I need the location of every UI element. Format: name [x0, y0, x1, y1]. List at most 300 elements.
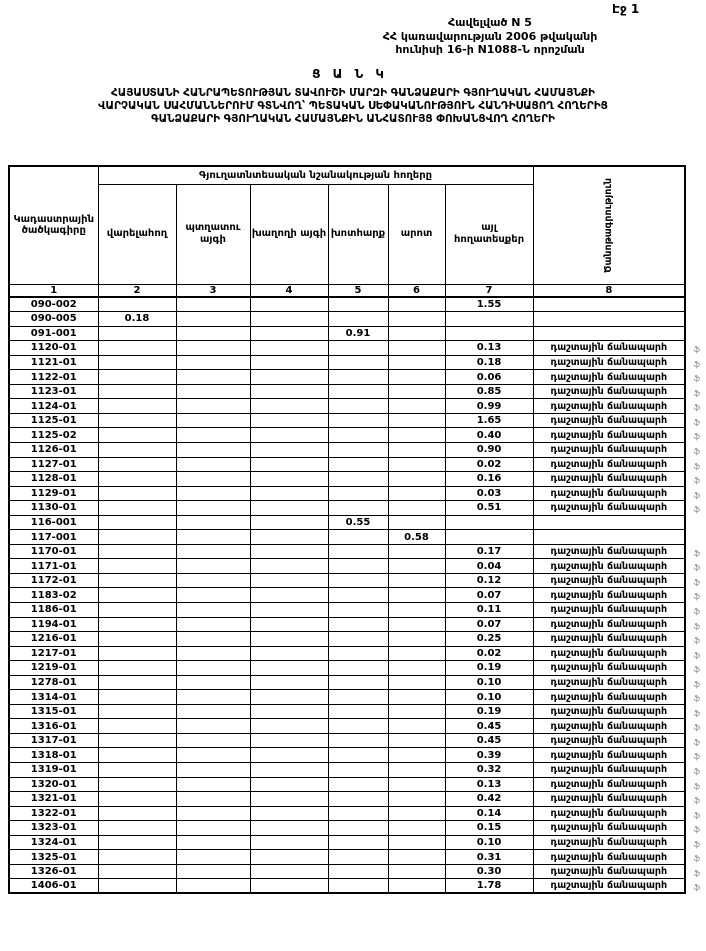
cell-pasture	[388, 763, 445, 778]
cell-orchard	[176, 690, 250, 705]
note-text: դաշտային ճանապարհ	[550, 473, 668, 485]
note-text: դաշտային ճանապարհ	[550, 749, 668, 761]
note-text: դաշտային ճանապարհ	[550, 735, 668, 747]
column-number: 3	[176, 284, 250, 297]
cell-note	[533, 879, 701, 894]
cell-note	[533, 573, 701, 588]
document-title: Ց Ա Ն Կ	[312, 67, 388, 81]
table-row	[9, 850, 685, 865]
cell-orchard	[176, 733, 250, 748]
cell-cadastral-code: 1325-01	[9, 850, 98, 865]
cell-pasture	[388, 733, 445, 748]
scan-edge-artifact: ֆ	[693, 854, 701, 864]
cell-hayfield	[328, 806, 388, 821]
scan-edge-artifact: ֆ	[693, 548, 701, 558]
table-row	[9, 617, 685, 632]
cell-hayfield	[328, 835, 388, 850]
cell-hayfield	[328, 428, 388, 443]
cell-hayfield	[328, 544, 388, 559]
cell-note	[533, 632, 701, 647]
cell-note	[533, 341, 701, 356]
cell-note	[533, 777, 701, 792]
header-orchard: պտղատու այգի	[176, 184, 250, 284]
cell-hayfield	[328, 602, 388, 617]
table-row	[9, 442, 685, 457]
cell-cadastral-code: 1319-01	[9, 763, 98, 778]
cell-orchard	[176, 821, 250, 836]
cell-other-lands: 0.40	[445, 428, 533, 443]
cell-note	[533, 384, 701, 399]
cell-note	[533, 472, 701, 487]
note-text: դաշտային ճանապարհ	[550, 400, 668, 412]
page-number-label: Էջ 1	[612, 2, 640, 16]
cell-vineyard	[250, 792, 328, 807]
cell-other-lands: 0.30	[445, 864, 533, 879]
cell-pasture	[388, 879, 445, 894]
header-arable: վարելահող	[98, 184, 176, 284]
table-body	[9, 297, 701, 893]
cell-orchard	[176, 617, 250, 632]
cell-vineyard	[250, 501, 328, 516]
cell-arable	[98, 806, 176, 821]
table-row	[9, 384, 685, 399]
cell-pasture	[388, 413, 445, 428]
cell-pasture	[388, 646, 445, 661]
cell-hayfield	[328, 588, 388, 603]
cell-other-lands: 0.45	[445, 719, 533, 734]
cell-vineyard	[250, 632, 328, 647]
cell-note	[533, 486, 701, 501]
scan-edge-artifact: ֆ	[693, 839, 701, 849]
cell-orchard	[176, 646, 250, 661]
cell-other-lands: 0.13	[445, 777, 533, 792]
scan-edge-artifact: ֆ	[693, 679, 701, 689]
cell-orchard	[176, 326, 250, 341]
subtitle-line: ՎԱՐՉԱԿԱՆ ՍԱՀՄԱՆՆԵՐՈՒՄ ԳՏՆՎՈՂ՝ ՊԵՏԱԿԱՆ ՍԵՓԱԿԱՆՈՒԹՅՈՒՆ ՀԱՆԴԻՍԱՑՈՂ ՀՈՂԵՐԻՑ	[98, 100, 608, 112]
cell-hayfield	[328, 719, 388, 734]
cell-hayfield	[328, 457, 388, 472]
cell-arable	[98, 792, 176, 807]
cell-cadastral-code: 1125-02	[9, 428, 98, 443]
cell-orchard	[176, 632, 250, 647]
cell-note	[533, 602, 701, 617]
cell-orchard	[176, 530, 250, 545]
cell-note	[533, 792, 701, 807]
cell-vineyard	[250, 559, 328, 574]
cell-other-lands: 0.10	[445, 835, 533, 850]
cell-cadastral-code: 1170-01	[9, 544, 98, 559]
table-row	[9, 457, 685, 472]
cell-cadastral-code: 1127-01	[9, 457, 98, 472]
cell-hayfield	[328, 413, 388, 428]
cell-pasture	[388, 341, 445, 356]
note-text: դաշտային ճանապարհ	[550, 575, 668, 587]
cell-arable	[98, 428, 176, 443]
cell-vineyard	[250, 326, 328, 341]
note-text: դաշտային ճանապարհ	[550, 793, 668, 805]
cell-hayfield	[328, 501, 388, 516]
cell-arable	[98, 719, 176, 734]
cell-hayfield	[328, 675, 388, 690]
cell-vineyard	[250, 690, 328, 705]
table-row	[9, 821, 685, 836]
cell-orchard	[176, 850, 250, 865]
document-subtitle	[0, 87, 706, 126]
cell-vineyard	[250, 661, 328, 676]
scan-edge-artifact: ֆ	[693, 723, 701, 733]
cell-orchard	[176, 835, 250, 850]
cell-vineyard	[250, 733, 328, 748]
note-text: դաշտային ճանապարհ	[550, 429, 668, 441]
cell-vineyard	[250, 312, 328, 327]
cell-other-lands: 0.19	[445, 661, 533, 676]
cell-cadastral-code: 1122-01	[9, 370, 98, 385]
scan-edge-artifact: ֆ	[693, 796, 701, 806]
note-text: դաշտային ճանապարհ	[550, 706, 668, 718]
cell-other-lands: 0.39	[445, 748, 533, 763]
cell-hayfield	[328, 312, 388, 327]
column-number: 4	[250, 284, 328, 297]
cell-hayfield	[328, 530, 388, 545]
scan-edge-artifact: ֆ	[693, 374, 701, 384]
cell-hayfield	[328, 792, 388, 807]
cell-note	[533, 355, 701, 370]
cell-pasture	[388, 704, 445, 719]
cell-other-lands: 0.03	[445, 486, 533, 501]
cell-orchard	[176, 806, 250, 821]
cell-cadastral-code: 1316-01	[9, 719, 98, 734]
cell-cadastral-code: 1315-01	[9, 704, 98, 719]
cell-other-lands	[445, 312, 533, 327]
cell-hayfield	[328, 472, 388, 487]
cell-pasture	[388, 472, 445, 487]
cell-arable	[98, 573, 176, 588]
cell-cadastral-code: 1406-01	[9, 879, 98, 894]
cell-note	[533, 690, 701, 705]
table-row	[9, 501, 685, 516]
scan-edge-artifact: ֆ	[693, 752, 701, 762]
scan-edge-artifact: ֆ	[693, 810, 701, 820]
cell-cadastral-code: 1324-01	[9, 835, 98, 850]
cell-hayfield	[328, 573, 388, 588]
note-text: դաշտային ճանապարհ	[550, 837, 668, 848]
cell-arable	[98, 384, 176, 399]
cell-pasture	[388, 690, 445, 705]
cell-arable	[98, 777, 176, 792]
table-row	[9, 733, 685, 748]
cell-cadastral-code: 1125-01	[9, 413, 98, 428]
cell-arable	[98, 588, 176, 603]
column-number: 5	[328, 284, 388, 297]
cell-orchard	[176, 384, 250, 399]
cell-hayfield	[328, 384, 388, 399]
column-number: 2	[98, 284, 176, 297]
cell-cadastral-code: 1321-01	[9, 792, 98, 807]
cell-cadastral-code: 117-001	[9, 530, 98, 545]
cell-arable	[98, 864, 176, 879]
scan-edge-artifact: ֆ	[693, 650, 701, 660]
cell-orchard	[176, 312, 250, 327]
note-text: դաշտային ճանապարհ	[550, 676, 668, 688]
cell-cadastral-code: 1317-01	[9, 733, 98, 748]
cell-orchard	[176, 486, 250, 501]
cell-pasture	[388, 661, 445, 676]
table-row	[9, 312, 685, 327]
table-row	[9, 777, 685, 792]
cell-hayfield	[328, 690, 388, 705]
note-text: դաշտային ճանապարհ	[550, 851, 668, 863]
cell-orchard	[176, 297, 250, 312]
cell-vineyard	[250, 384, 328, 399]
cell-pasture	[388, 501, 445, 516]
cell-vineyard	[250, 530, 328, 545]
note-text: դաշտային ճանապարհ	[550, 662, 668, 674]
cell-hayfield	[328, 850, 388, 865]
cell-arable	[98, 835, 176, 850]
header-hayfield: խոտհարք	[328, 184, 388, 284]
cell-cadastral-code: 1326-01	[9, 864, 98, 879]
cell-hayfield: 0.91	[328, 326, 388, 341]
table-row	[9, 763, 685, 778]
note-text: դաշտային ճանապարհ	[550, 487, 668, 499]
scan-edge-artifact: ֆ	[693, 417, 701, 427]
scan-edge-artifact: ֆ	[693, 665, 701, 675]
cell-pasture: 0.58	[388, 530, 445, 545]
cell-cadastral-code: 1186-01	[9, 602, 98, 617]
cell-vineyard	[250, 719, 328, 734]
cell-vineyard	[250, 763, 328, 778]
cell-cadastral-code: 1130-01	[9, 501, 98, 516]
scan-edge-artifact: ֆ	[693, 767, 701, 776]
table-row	[9, 602, 685, 617]
cell-vineyard	[250, 850, 328, 865]
table-row	[9, 399, 685, 414]
cell-orchard	[176, 399, 250, 414]
cell-arable	[98, 632, 176, 647]
table-row	[9, 646, 685, 661]
cell-arable	[98, 661, 176, 676]
scan-edge-artifact: ֆ	[693, 694, 701, 704]
note-text: դաշտային ճանապարհ	[550, 720, 668, 732]
cell-note	[533, 370, 701, 385]
cell-orchard	[176, 370, 250, 385]
cell-vineyard	[250, 457, 328, 472]
cell-hayfield	[328, 559, 388, 574]
cell-cadastral-code: 1124-01	[9, 399, 98, 414]
cell-arable	[98, 530, 176, 545]
column-number: 1	[9, 284, 98, 297]
cell-other-lands: 0.10	[445, 675, 533, 690]
note-text: դաշտային ճանապարհ	[550, 880, 668, 892]
cell-arable	[98, 879, 176, 894]
cell-orchard	[176, 763, 250, 778]
cell-pasture	[388, 442, 445, 457]
cell-note	[533, 515, 685, 530]
cell-pasture	[388, 457, 445, 472]
cell-pasture	[388, 486, 445, 501]
table-row	[9, 588, 685, 603]
cell-arable	[98, 515, 176, 530]
cell-orchard	[176, 675, 250, 690]
cell-other-lands: 0.04	[445, 559, 533, 574]
cell-orchard	[176, 413, 250, 428]
cell-other-lands: 0.02	[445, 457, 533, 472]
cell-vineyard	[250, 573, 328, 588]
note-text: դաշտային ճանապարհ	[550, 822, 668, 834]
cell-pasture	[388, 370, 445, 385]
scan-edge-artifact: ֆ	[693, 490, 701, 500]
cell-other-lands: 0.07	[445, 588, 533, 603]
cell-orchard	[176, 355, 250, 370]
cell-other-lands	[445, 326, 533, 341]
cell-cadastral-code: 1278-01	[9, 675, 98, 690]
cell-arable	[98, 341, 176, 356]
cell-note	[533, 661, 701, 676]
cell-hayfield	[328, 617, 388, 632]
cell-vineyard	[250, 704, 328, 719]
cell-note	[533, 763, 701, 778]
cell-pasture	[388, 428, 445, 443]
cell-cadastral-code: 1126-01	[9, 442, 98, 457]
cell-note	[533, 559, 701, 574]
cell-arable	[98, 501, 176, 516]
header-note	[533, 166, 685, 284]
cell-hayfield	[328, 486, 388, 501]
cell-note	[533, 588, 701, 603]
cell-cadastral-code: 1314-01	[9, 690, 98, 705]
cell-other-lands: 0.17	[445, 544, 533, 559]
cell-arable	[98, 690, 176, 705]
cell-pasture	[388, 515, 445, 530]
land-parcel-table	[8, 165, 701, 894]
header-vineyard: խաղողի այգի	[250, 184, 328, 284]
cell-note	[533, 326, 685, 341]
cell-other-lands: 1.78	[445, 879, 533, 894]
cell-vineyard	[250, 646, 328, 661]
cell-vineyard	[250, 821, 328, 836]
cell-vineyard	[250, 602, 328, 617]
cell-other-lands: 1.65	[445, 413, 533, 428]
cell-cadastral-code: 1129-01	[9, 486, 98, 501]
cell-pasture	[388, 719, 445, 734]
cell-hayfield	[328, 777, 388, 792]
cell-orchard	[176, 588, 250, 603]
cell-note	[533, 719, 701, 734]
cell-hayfield	[328, 646, 388, 661]
cell-other-lands: 0.07	[445, 617, 533, 632]
cell-cadastral-code: 1219-01	[9, 661, 98, 676]
cell-hayfield	[328, 341, 388, 356]
note-text: դաշտային ճանապարհ	[550, 866, 668, 878]
appendix-line: Հավելված N 5	[448, 16, 532, 29]
table-row	[9, 864, 685, 879]
cell-other-lands: 0.14	[445, 806, 533, 821]
cell-pasture	[388, 675, 445, 690]
cell-other-lands: 0.19	[445, 704, 533, 719]
cell-other-lands: 0.51	[445, 501, 533, 516]
cell-vineyard	[250, 442, 328, 457]
cell-vineyard	[250, 472, 328, 487]
cell-vineyard	[250, 355, 328, 370]
cell-note	[533, 442, 701, 457]
cell-other-lands: 0.99	[445, 399, 533, 414]
header-pasture: արոտ	[388, 184, 445, 284]
cell-pasture	[388, 602, 445, 617]
note-text: դաշտային ճանապարհ	[550, 415, 668, 427]
cell-note	[533, 748, 701, 763]
cell-cadastral-code: 1128-01	[9, 472, 98, 487]
cell-pasture	[388, 821, 445, 836]
cell-pasture	[388, 399, 445, 414]
cell-vineyard	[250, 835, 328, 850]
cell-other-lands: 0.90	[445, 442, 533, 457]
table-row	[9, 413, 685, 428]
scan-edge-artifact: ֆ	[693, 563, 701, 573]
note-text: դաշտային ճանապարհ	[550, 618, 668, 630]
cell-orchard	[176, 457, 250, 472]
cell-vineyard	[250, 297, 328, 312]
note-text: դաշտային ճանապարհ	[550, 633, 668, 645]
cell-other-lands: 0.25	[445, 632, 533, 647]
cell-other-lands: 0.31	[445, 850, 533, 865]
cell-orchard	[176, 661, 250, 676]
cell-arable	[98, 763, 176, 778]
cell-other-lands: 1.55	[445, 297, 533, 312]
cell-orchard	[176, 544, 250, 559]
scan-edge-artifact: ֆ	[693, 708, 701, 718]
header-agricultural-lands-group: Գյուղատնտեսական նշանակության հողերը	[98, 166, 533, 184]
note-text: դաշտային ճանապարհ	[550, 604, 668, 616]
note-text: դաշտային ճանապարհ	[550, 502, 668, 514]
cell-pasture	[388, 864, 445, 879]
table-row	[9, 472, 685, 487]
cell-arable	[98, 326, 176, 341]
table-row	[9, 355, 685, 370]
scan-edge-artifact: ֆ	[693, 577, 701, 587]
cell-orchard	[176, 501, 250, 516]
cell-hayfield	[328, 632, 388, 647]
cell-pasture	[388, 632, 445, 647]
scan-edge-artifact: ֆ	[693, 446, 701, 456]
cell-cadastral-code: 1120-01	[9, 341, 98, 356]
cell-vineyard	[250, 806, 328, 821]
cell-orchard	[176, 559, 250, 574]
header-cadastral-code: Կադաստրային ծածկագիրը	[9, 166, 98, 284]
cell-note	[533, 544, 701, 559]
cell-note	[533, 806, 701, 821]
cell-hayfield	[328, 704, 388, 719]
scan-edge-artifact: ֆ	[693, 432, 701, 442]
cell-vineyard	[250, 617, 328, 632]
cell-other-lands	[445, 530, 533, 545]
cell-hayfield	[328, 763, 388, 778]
table-row	[9, 879, 685, 894]
cell-vineyard	[250, 588, 328, 603]
cell-orchard	[176, 704, 250, 719]
cell-hayfield	[328, 879, 388, 894]
cell-note	[533, 312, 685, 327]
cell-vineyard	[250, 428, 328, 443]
cell-hayfield	[328, 355, 388, 370]
cell-pasture	[388, 835, 445, 850]
cell-other-lands: 0.13	[445, 341, 533, 356]
cell-note	[533, 501, 701, 516]
cell-pasture	[388, 384, 445, 399]
cell-pasture	[388, 297, 445, 312]
scan-edge-artifact: ֆ	[693, 592, 701, 602]
scan-edge-artifact: ֆ	[693, 737, 701, 747]
scan-edge-artifact: ֆ	[693, 825, 701, 835]
